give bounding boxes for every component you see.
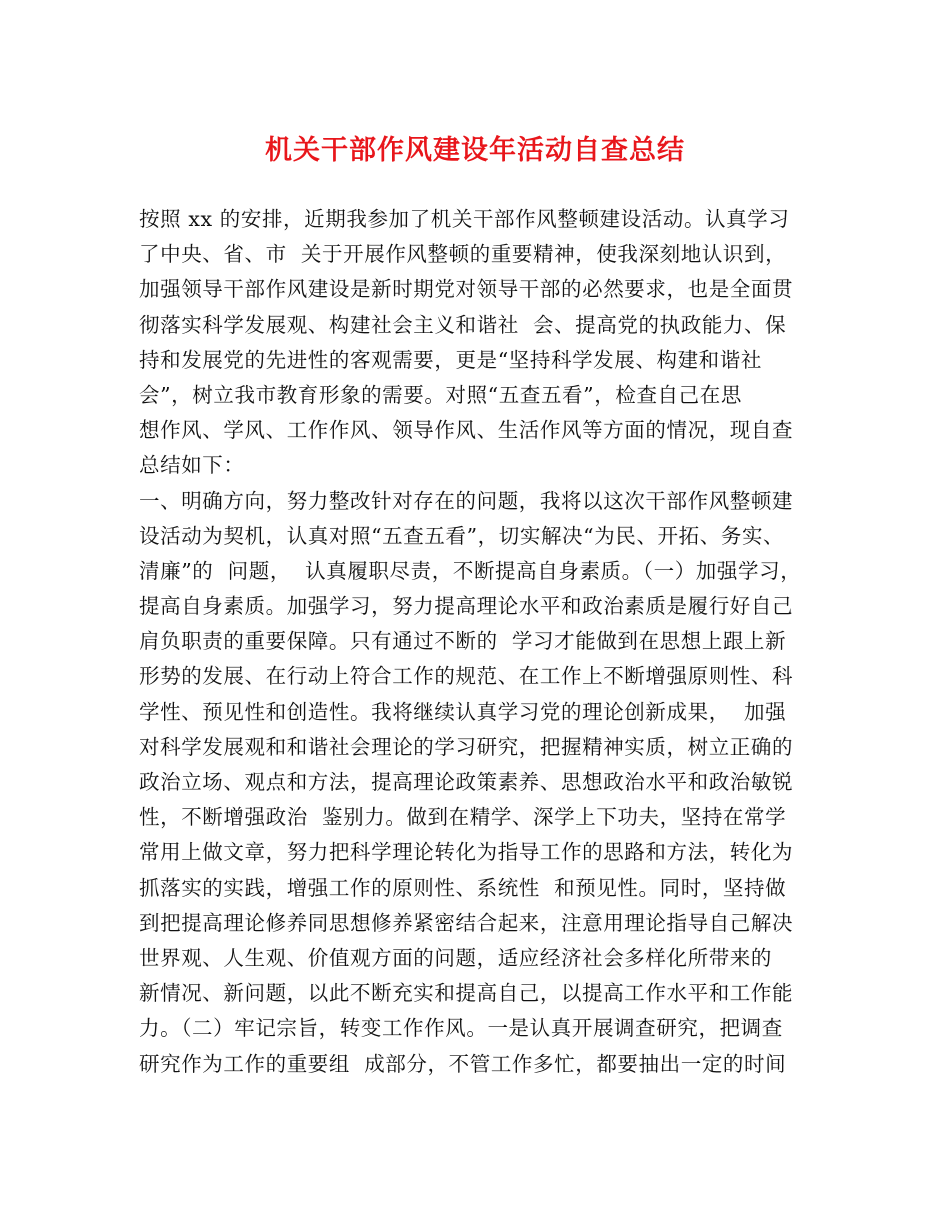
body-text-line: 想作风、学风、工作作风、领导作风、生活作风等方面的情况，现自查 <box>139 418 794 443</box>
body-text-line: 设活动为契机，认真对照“五查五看”，切实解决“为民、开拓、务实、 <box>139 523 785 548</box>
body-text-line: 对科学发展观和和谐社会理论的学习研究，把握精神实质，树立正确的 <box>139 734 794 759</box>
body-text-line: 性，不断增强政治 鉴别力。做到在精学、深学上下功夫，坚持在常学 <box>139 805 787 830</box>
body-text-line: 新情况、新问题，以此不断充实和提高自己，以提高工作水平和工作能 <box>139 981 794 1006</box>
document-title: 机关干部作风建设年活动自查总结 <box>265 135 685 166</box>
body-text-line: 力。（二）牢记宗旨，转变工作作风。一是认真开展调查研究，把调查 <box>139 1016 783 1041</box>
body-text-line: 政治立场、观点和方法，提高理论政策素养、思想政治水平和政治敏锐 <box>139 770 794 794</box>
body-text-line: 一、明确方向，努力整改针对存在的问题，我将以这次干部作风整顿建 <box>139 488 794 513</box>
body-text-line: 了中央、省、市 关于开展作风整顿的重要精神，使我深刻地认识到， <box>139 242 787 267</box>
body-text-line: 肩负职责的重要保障。只有通过不断的 学习才能做到在思想上跟上新 <box>139 629 787 654</box>
body-text-line: 总结如下： <box>139 453 245 478</box>
body-text-line: 持和发展党的先进性的客观需要，更是“坚持科学发展、构建和谐社 <box>139 347 762 372</box>
body-text-line: 按照 xx 的安排，近期我参加了机关干部作风整顿建设活动。认真学习 <box>139 207 790 231</box>
body-text-line: 提高自身素质。加强学习，努力提高理论水平和政治素质是履行好自己 <box>139 594 794 619</box>
document-body <box>139 202 839 1082</box>
body-text-line: 研究作为工作的重要组 成部分，不管工作多忙，都要抽出一定的时间 <box>139 1051 787 1076</box>
body-text-line: 世界观、人生观、价值观方面的问题，适应经济社会多样化所带来的 <box>139 945 772 970</box>
body-text-line: 到把提高理论修养同思想修养紧密结合起来，注意用理论指导自己解决 <box>139 910 794 935</box>
body-text-line: 清廉”的 问题， 认真履职尽责，不断提高自身素质。（一）加强学习， <box>139 558 802 583</box>
body-text-line: 常用上做文章，努力把科学理论转化为指导工作的思路和方法，转化为 <box>139 840 794 865</box>
body-text-line: 会”，树立我市教育形象的需要。对照“五查五看”，检查自己在思 <box>139 382 742 407</box>
body-text-line: 彻落实科学发展观、构建社会主义和谐社 会、提高党的执政能力、保 <box>139 312 787 337</box>
body-text-line: 加强领导干部作风建设是新时期党对领导干部的必然要求，也是全面贯 <box>139 277 794 302</box>
body-text-line: 形势的发展、在行动上符合工作的规范、在工作上不断增强原则性、科 <box>139 664 794 689</box>
body-text-line: 学性、预见性和创造性。我将继续认真学习党的理论创新成果， 加强 <box>139 699 787 724</box>
body-text-line: 抓落实的实践，增强工作的原则性、系统性 和预见性。同时，坚持做 <box>139 875 787 900</box>
